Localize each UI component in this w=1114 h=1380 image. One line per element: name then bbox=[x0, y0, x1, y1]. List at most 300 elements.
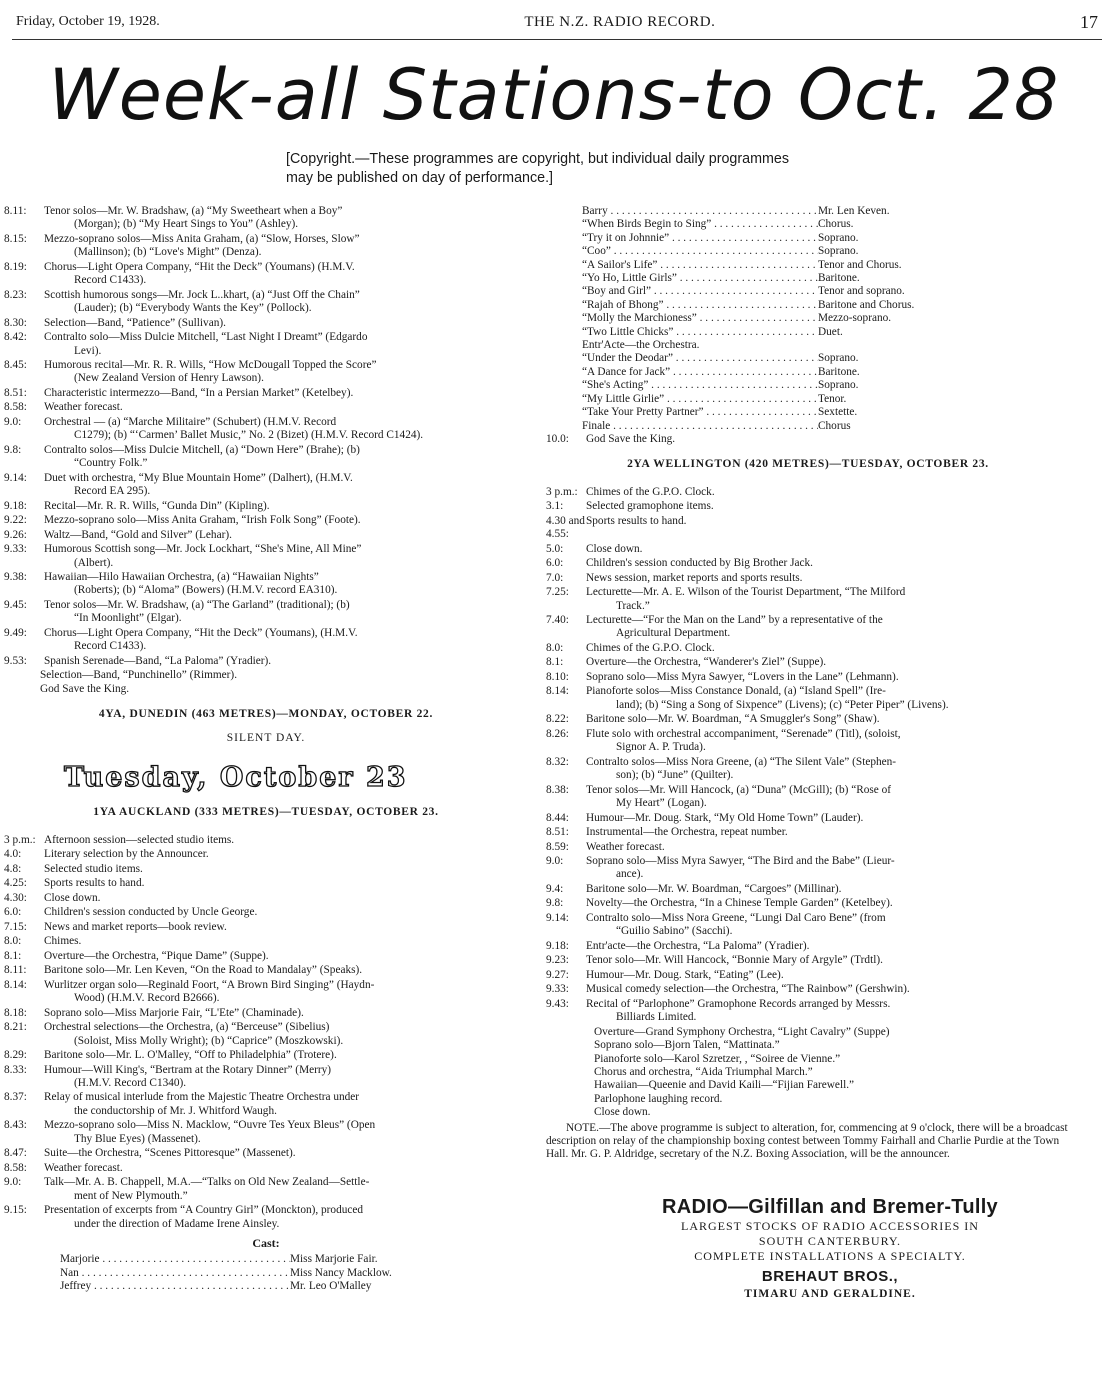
cast-line bbox=[546, 299, 1070, 312]
cast-role-text: “Two Little Chicks” . . . bbox=[582, 326, 818, 338]
entry-text: Mezzo-soprano solos—Miss Anita Graham, (a) “Slow, Horses, Slow” (Mallinson); (b) “Love's Might” (Denza). bbox=[44, 233, 528, 260]
cast-performer: Sextette. bbox=[818, 406, 858, 419]
entry-text: Mezzo-soprano solo—Miss N. Macklow, “Ouvre Tes Yeux Bleus” (Open Thy Blue Eyes) (Massenet). bbox=[44, 1119, 528, 1146]
programme-entry bbox=[546, 969, 1070, 982]
cast-role-text: “Rajah of Bhong” . . . bbox=[582, 299, 818, 311]
parlophone-item: Hawaiian—Queenie and David Kaili—“Fijian Farewell.” bbox=[594, 1079, 855, 1092]
entry-continuation: (Roberts); (b) “Aloma” (Bowers) (H.M.V. record EA310). bbox=[74, 584, 338, 597]
cast-performer: Tenor and soprano. bbox=[818, 285, 905, 298]
entry-continuation: Wood) (H.M.V. Record B2666). bbox=[74, 992, 220, 1005]
entry-time: 7.40: bbox=[546, 614, 569, 627]
entry-continuation: C1279); (b) “‘Carmen’ Ballet Music,” No. 2 (Bizet) (H.M.V. Record C1424). bbox=[74, 429, 424, 442]
entry-continuation: ance). bbox=[616, 868, 644, 881]
cast-performer: Tenor and Chorus. bbox=[818, 258, 902, 271]
entry-time: 8.14: bbox=[546, 685, 569, 698]
programme-entry bbox=[546, 940, 1070, 953]
cast-role-text: “She's Acting” . . . bbox=[582, 379, 818, 391]
entry-continuation: (New Zealand Version of Henry Lawson). bbox=[74, 372, 264, 385]
cast-line bbox=[4, 1280, 528, 1293]
entry-time: 8.15: bbox=[4, 232, 27, 245]
entry-time: 9.15: bbox=[4, 1204, 27, 1217]
cast-role bbox=[582, 259, 818, 272]
cast-role bbox=[60, 1267, 290, 1280]
programme-entry bbox=[4, 416, 528, 443]
entry-time: 8.0: bbox=[4, 935, 22, 948]
entry-time: 7.25: bbox=[546, 586, 569, 599]
entry-time: 8.51: bbox=[546, 826, 569, 839]
entry-text: Baritone solo—Mr. Len Keven, “On the Road to Mandalay” (Speaks). bbox=[44, 964, 363, 977]
entry-text: Baritone solo—Mr. W. Boardman, “Cargoes” (Millinar). bbox=[586, 882, 842, 895]
cast-role-text: Barry . . . bbox=[582, 205, 818, 217]
copyright-notice: [Copyright.—These programmes are copyright, but individual daily programmes may be published on day of performance.] bbox=[286, 151, 789, 186]
entry-time: 9.8: bbox=[546, 897, 564, 910]
programme-entry bbox=[546, 586, 1070, 613]
entry-time: 4.30: bbox=[4, 891, 27, 904]
cast-role bbox=[582, 205, 818, 218]
cast-performer: Baritone and Chorus. bbox=[818, 298, 915, 311]
entry-time: 9.4: bbox=[546, 882, 564, 895]
entry-time: 8.19: bbox=[4, 260, 27, 273]
entry-text: Mezzo-soprano solo—Miss Anita Graham, “Irish Folk Song” (Foote). bbox=[44, 514, 361, 527]
entry-time: 8.10: bbox=[546, 670, 569, 683]
entry-text: Tenor solos—Mr. W. Bradshaw, (a) “My Sweetheart when a Boy” (Morgan); (b) “My Heart Sings to You” (Ashley). bbox=[44, 205, 528, 232]
entry-text: Afternoon session—selected studio items. bbox=[44, 833, 235, 846]
programme-entry bbox=[4, 387, 528, 400]
programme-entry bbox=[4, 1049, 528, 1062]
entry-text: Musical comedy selection—the Orchestra, “The Rainbow” (Gershwin). bbox=[586, 983, 910, 996]
entry-continuation: “Guilio Sabino” (Sacchi). bbox=[616, 925, 733, 938]
cast-role bbox=[582, 379, 818, 392]
closing-line: God Save the King. bbox=[40, 682, 130, 695]
entry-text: Flute solo with orchestral accompaniment, “Serenade” (Titl), (soloist, Signor A. P. Truda). bbox=[586, 728, 1070, 755]
cast-line bbox=[4, 1267, 528, 1280]
entry-text: Close down. bbox=[44, 891, 101, 904]
entry-time: 6.0: bbox=[546, 557, 564, 570]
programme-entry bbox=[4, 1007, 528, 1020]
cast-role-text: Nan . . . bbox=[60, 1267, 290, 1279]
left-top-programme bbox=[4, 205, 528, 668]
silent-day: SILENT DAY. bbox=[226, 731, 306, 744]
cast-role-text: Finale . . . bbox=[582, 420, 818, 432]
entry-continuation: Signor A. P. Truda). bbox=[616, 741, 706, 754]
programme-entry bbox=[4, 359, 528, 386]
country-girl-numbers bbox=[546, 205, 1070, 339]
cast-role-text: “Under the Deodar” . . . bbox=[582, 352, 818, 364]
cast-role bbox=[582, 352, 818, 365]
programme-entry bbox=[4, 834, 528, 847]
entry-text: Tenor solos—Mr. W. Bradshaw, (a) “The Garland” (traditional); (b) “In Moonlight” (Elgar). bbox=[44, 599, 528, 626]
cast-line bbox=[546, 393, 1070, 406]
entry-text: Contralto solo—Miss Dulcie Mitchell, “Last Night I Dreamt” (Edgardo Levi). bbox=[44, 331, 528, 358]
cast-role-text: “A Sailor's Life” . . . bbox=[582, 259, 818, 271]
programme-entry bbox=[546, 954, 1070, 967]
entry-time: 8.18: bbox=[4, 1006, 27, 1019]
parlophone-list bbox=[546, 1026, 1070, 1120]
entry-text: Novelty—the Orchestra, “In a Chinese Temple Garden” (Ketelbey). bbox=[586, 897, 893, 910]
entry-text: Lecturette—“For the Man on the Land” by a representative of the Agricultural Department. bbox=[586, 614, 1070, 641]
entry-text: Selection—Band, “Patience” (Sullivan). bbox=[44, 316, 226, 329]
entry-text: Lecturette—Mr. A. E. Wilson of the Tourist Department, “The Milford Track.” bbox=[586, 586, 1070, 613]
programme-entry bbox=[4, 1147, 528, 1160]
entry-time: 8.43: bbox=[4, 1119, 27, 1132]
tuesday-heading: Tuesday, October 23 bbox=[64, 761, 408, 793]
programme-entry bbox=[4, 331, 528, 358]
page-number: 17 bbox=[1079, 11, 1098, 32]
entry-time: 9.49: bbox=[4, 626, 27, 639]
entry-text: Tenor solos—Mr. Will Hancock, (a) “Duna” (McGill); (b) “Rose of My Heart” (Logan). bbox=[586, 784, 1070, 811]
left-column bbox=[4, 205, 528, 1294]
cast-role bbox=[582, 218, 818, 231]
entry-time: 8.42: bbox=[4, 331, 27, 344]
cast-role-text: “Molly the Marchioness” . . . bbox=[582, 312, 818, 324]
cast-line bbox=[546, 406, 1070, 419]
entry-text: Talk—Mr. A. B. Chappell, M.A.—“Talks on Old New Zealand—Settle- ment of New Plymouth.” bbox=[44, 1176, 528, 1203]
entry-continuation: (Albert). bbox=[74, 556, 114, 569]
programme-entry bbox=[4, 1064, 528, 1091]
programme-entry bbox=[546, 515, 1070, 542]
programme-note: NOTE.—The above programme is subject to alteration, for, commencing at 9 o'clock, there will be a broadcast description on relay of the championship boxing contest between Tommy Fairhall and Charlie Purdie at the Town Hall. Mr. G. P. Aldridge, secretary of the N.Z. Boxing Association, will be the announcer. bbox=[546, 1121, 1068, 1161]
entry-text: Recital of “Parlophone” Gramophone Records arranged by Messrs. Billiards Limited. bbox=[586, 998, 1070, 1025]
cast-role bbox=[60, 1280, 290, 1293]
programme-entry bbox=[546, 812, 1070, 825]
cast-performer: Chorus bbox=[818, 419, 851, 432]
entry-time: 9.26: bbox=[4, 528, 27, 541]
entry-continuation: My Heart” (Logan). bbox=[616, 797, 707, 810]
cast-line bbox=[546, 366, 1070, 379]
cast-role-text: “Boy and Girl” . . . bbox=[582, 285, 818, 297]
entry-time: 10.0: bbox=[546, 432, 569, 445]
entry-continuation: under the direction of Madame Irene Ainsley. bbox=[74, 1217, 280, 1230]
programme-entry bbox=[546, 756, 1070, 783]
entry-continuation: Record C1433). bbox=[74, 274, 147, 287]
entry-time: 9.0: bbox=[4, 415, 22, 428]
wellington-programme bbox=[546, 486, 1070, 1025]
programme-entry bbox=[546, 572, 1070, 585]
country-girl-numbers-2 bbox=[546, 352, 1070, 432]
entry-text: Soprano solo—Miss Myra Sawyer, “Lovers in the Lane” (Lehmann). bbox=[586, 670, 899, 683]
entry-text: Suite—the Orchestra, “Scenes Pittoresque” (Massenet). bbox=[44, 1147, 296, 1160]
entry-time: 9.8: bbox=[4, 443, 22, 456]
entry-continuation: (Lauder); (b) “Everybody Wants the Key” (Pollock). bbox=[74, 302, 312, 315]
entry-continuation: (Mallinson); (b) “Love's Might” (Denza). bbox=[74, 246, 262, 259]
entry-text: Pianoforte solos—Miss Constance Donald, (a) “Island Spell” (Ire- land); (b) “Sing a Song of Sixpence” (Livens); (c) “Peter Piper” (Livens). bbox=[586, 685, 1070, 712]
programme-entry bbox=[4, 514, 528, 527]
cast-role bbox=[582, 245, 818, 258]
cast-list bbox=[4, 1253, 528, 1293]
cast-line bbox=[546, 205, 1070, 218]
programme-entry bbox=[4, 935, 528, 948]
programme-entry bbox=[4, 921, 528, 934]
programme-entry bbox=[546, 784, 1070, 811]
programme-entry bbox=[546, 883, 1070, 896]
entry-text: Sports results to hand. bbox=[44, 877, 145, 890]
entry-time: 8.29: bbox=[4, 1049, 27, 1062]
programme-entry bbox=[546, 855, 1070, 882]
entry-text: Overture—the Orchestra, “Wanderer's Ziel” (Suppe). bbox=[586, 656, 827, 669]
programme-entry bbox=[4, 1176, 528, 1203]
parlophone-item: Parlophone laughing record. bbox=[594, 1092, 723, 1105]
programme-entry bbox=[4, 950, 528, 963]
entry-time: 8.33: bbox=[4, 1063, 27, 1076]
programme-entry bbox=[4, 848, 528, 861]
cast-performer: Baritone. bbox=[818, 365, 860, 378]
entry-time: 5.0: bbox=[546, 542, 564, 555]
programme-entry bbox=[546, 486, 1070, 499]
entry-text: Literary selection by the Announcer. bbox=[44, 848, 209, 861]
cast-role bbox=[582, 326, 818, 339]
left-close-lines bbox=[4, 669, 528, 696]
cast-line bbox=[546, 326, 1070, 339]
programme-entry bbox=[546, 685, 1070, 712]
entry-text: God Save the King. bbox=[586, 432, 676, 445]
entry-time: 9.0: bbox=[546, 855, 564, 868]
cast-role-text: “A Dance for Jack” . . . bbox=[582, 366, 818, 378]
entry-time: 9.33: bbox=[4, 543, 27, 556]
entry-time: 8.47: bbox=[4, 1147, 27, 1160]
entry-text: Orchestral — (a) “Marche Militaire” (Schubert) (H.M.V. Record C1279); (b) “‘Carmen’ Ballet Music,” No. 2 (Bizet) (H.M.V. Record C1424). bbox=[44, 416, 528, 443]
cast-performer: Miss Marjorie Fair. bbox=[290, 1253, 378, 1266]
ad-line: COMPLETE INSTALLATIONS A SPECIALTY. bbox=[694, 1249, 966, 1263]
cast-role-text: “Yo Ho, Little Girls” . . . bbox=[582, 272, 818, 284]
entry-time: 4.30 and 4.55: bbox=[546, 514, 585, 541]
programme-entry bbox=[4, 863, 528, 876]
entry-time: 8.45: bbox=[4, 359, 27, 372]
cast-line bbox=[546, 259, 1070, 272]
cast-line bbox=[546, 245, 1070, 258]
programme-entry bbox=[546, 713, 1070, 726]
programme-entry bbox=[4, 261, 528, 288]
entry-time: 8.32: bbox=[546, 755, 569, 768]
entry-continuation: (H.M.V. Record C1340). bbox=[74, 1076, 187, 1089]
entry-text: Weather forecast. bbox=[586, 840, 665, 853]
cast-performer: Baritone. bbox=[818, 272, 860, 285]
entry-time: 8.1: bbox=[4, 949, 22, 962]
programme-entry bbox=[546, 998, 1070, 1025]
cast-performer: Tenor. bbox=[818, 392, 847, 405]
entry-time: 8.1: bbox=[546, 656, 564, 669]
cast-role bbox=[582, 406, 818, 419]
entry-time: 9.38: bbox=[4, 571, 27, 584]
programme-entry bbox=[546, 543, 1070, 556]
entry-continuation: the conductorship of Mr. J. Whitford Waugh. bbox=[74, 1104, 277, 1117]
entry-time: 9.18: bbox=[4, 499, 27, 512]
entry-text: Sports results to hand. bbox=[586, 514, 687, 527]
entry-time: 9.14: bbox=[546, 911, 569, 924]
entry-time: 8.58: bbox=[4, 1161, 27, 1174]
cast-role bbox=[60, 1253, 290, 1266]
entry-time: 4.8: bbox=[4, 862, 22, 875]
entry-time: 3.1: bbox=[546, 500, 564, 513]
programme-entry bbox=[4, 1204, 528, 1231]
parlophone-item: Chorus and orchestra, “Aida Triumphal March.” bbox=[594, 1066, 813, 1078]
entry-continuation: “Country Folk.” bbox=[74, 457, 148, 470]
parlophone-item: Soprano solo—Bjorn Talen, “Mattinata.” bbox=[594, 1039, 780, 1052]
entry-time: 8.22: bbox=[546, 713, 569, 726]
programme-entry bbox=[4, 401, 528, 414]
programme-entry bbox=[546, 500, 1070, 513]
entry-text: Duet with orchestra, “My Blue Mountain Home” (Dalhert), (H.M.V. Record EA 295). bbox=[44, 472, 528, 499]
entry-text: Recital—Mr. R. R. Wills, “Gunda Din” (Kipling). bbox=[44, 499, 270, 512]
programme-entry bbox=[546, 614, 1070, 641]
entry-time: 9.0: bbox=[4, 1176, 22, 1189]
entry-text: Children's session conducted by Uncle George. bbox=[44, 906, 258, 919]
programme-entry bbox=[4, 599, 528, 626]
cast-line bbox=[546, 272, 1070, 285]
cast-role-text: “When Birds Begin to Sing” . . . bbox=[582, 218, 818, 230]
entry-text: Humorous Scottish song—Mr. Jock Lockhart, “She's Mine, All Mine” (Albert). bbox=[44, 543, 528, 570]
entry-text: Close down. bbox=[586, 542, 643, 555]
auckland-programme bbox=[4, 834, 528, 1231]
entry-text: Humour—Mr. Doug. Stark, “My Old Home Town” (Lauder). bbox=[586, 811, 864, 824]
entry-time: 8.26: bbox=[546, 727, 569, 740]
entry-text: Humour—Mr. Doug. Stark, “Eating” (Lee). bbox=[586, 968, 784, 981]
cast-role bbox=[582, 366, 818, 379]
auckland-heading: 1YA AUCKLAND (333 METRES)—TUESDAY, OCTOBER 23. bbox=[93, 806, 439, 819]
entry-time: 8.58: bbox=[4, 401, 27, 414]
entry-continuation: “In Moonlight” (Elgar). bbox=[74, 612, 182, 625]
entry-continuation: Thy Blue Eyes) (Massenet). bbox=[74, 1132, 201, 1145]
entry-text: Contralto solos—Miss Dulcie Mitchell, (a) “Down Here” (Brahe); (b) “Country Folk.” bbox=[44, 444, 528, 471]
programme-entry bbox=[546, 826, 1070, 839]
cast-line bbox=[546, 312, 1070, 325]
entry-text: Chimes. bbox=[44, 935, 82, 948]
cast-performer: Duet. bbox=[818, 325, 843, 338]
entry-text: Children's session conducted by Big Brother Jack. bbox=[586, 557, 813, 570]
entry-time: 8.44: bbox=[546, 811, 569, 824]
banner-title: Week-all Stations-to Oct. 28 bbox=[48, 54, 1060, 136]
cast-role bbox=[582, 393, 818, 406]
programme-entry bbox=[546, 897, 1070, 910]
cast-performer: Mr. Leo O'Malley bbox=[290, 1280, 372, 1293]
entry-time: 9.18: bbox=[546, 939, 569, 952]
cast-performer: Soprano. bbox=[818, 245, 859, 258]
header-rule bbox=[12, 39, 1102, 40]
entry-time: 9.22: bbox=[4, 514, 27, 527]
programme-entry bbox=[4, 979, 528, 1006]
entry-text: Humour—Will King's, “Bertram at the Rotary Dinner” (Merry) (H.M.V. Record C1340). bbox=[44, 1064, 528, 1091]
programme-entry bbox=[546, 671, 1070, 684]
entry-time: 9.27: bbox=[546, 968, 569, 981]
entry-text: Instrumental—the Orchestra, repeat number. bbox=[586, 826, 788, 839]
issue-date: Friday, October 19, 1928. bbox=[16, 14, 160, 29]
programme-entry bbox=[546, 841, 1070, 854]
entry-continuation: land); (b) “Sing a Song of Sixpence” (Livens); (c) “Peter Piper” (Livens). bbox=[616, 698, 949, 711]
programme-entry bbox=[4, 472, 528, 499]
programme-entry bbox=[4, 1021, 528, 1048]
ad-title: RADIO—Gilfillan and Bremer-Tully bbox=[662, 1196, 998, 1218]
programme-entry bbox=[4, 444, 528, 471]
programme-entry bbox=[4, 906, 528, 919]
entry-time: 9.14: bbox=[4, 471, 27, 484]
programme-entry bbox=[4, 529, 528, 542]
parlophone-item: Close down. bbox=[594, 1106, 651, 1119]
cast-line bbox=[546, 285, 1070, 298]
entry-text: Baritone solo—Mr. L. O'Malley, “Off to Philadelphia” (Trotere). bbox=[44, 1049, 337, 1062]
entry-time: 8.21: bbox=[4, 1021, 27, 1034]
cast-performer: Chorus. bbox=[818, 218, 854, 231]
cast-role-text: Marjorie . . . bbox=[60, 1253, 290, 1265]
entracte-line: Entr'Acte—the Orchestra. bbox=[582, 339, 700, 352]
programme-entry bbox=[546, 642, 1070, 655]
entry-continuation: ment of New Plymouth.” bbox=[74, 1189, 188, 1202]
entry-text: Orchestral selections—the Orchestra, (a) “Berceuse” (Sibelius) (Soloist, Miss Molly Wright); (b) “Caprice” (Moszkowski). bbox=[44, 1021, 528, 1048]
cast-role bbox=[582, 299, 818, 312]
entry-time: 9.45: bbox=[4, 598, 27, 611]
entry-time: 6.0: bbox=[4, 906, 22, 919]
cast-role-text: “My Little Girlie” . . . bbox=[582, 393, 818, 405]
entry-text: Chorus—Light Opera Company, “Hit the Deck” (Youmans), (H.M.V. Record C1433). bbox=[44, 627, 528, 654]
programme-entry bbox=[4, 289, 528, 316]
cast-role-text: “Coo” . . . bbox=[582, 245, 818, 257]
entry-continuation: Track.” bbox=[616, 599, 650, 612]
entry-time: 8.37: bbox=[4, 1091, 27, 1104]
cast-role bbox=[582, 312, 818, 325]
entry-text: News and market reports—book review. bbox=[44, 920, 227, 933]
wellington-heading: 2YA WELLINGTON (420 METRES)—TUESDAY, OCTOBER 23. bbox=[627, 458, 989, 471]
entry-time: 4.25: bbox=[4, 877, 27, 890]
cast-performer: Miss Nancy Macklow. bbox=[290, 1266, 392, 1279]
cast-heading: Cast: bbox=[252, 1235, 280, 1250]
programme-entry bbox=[4, 655, 528, 668]
programme-entry bbox=[4, 892, 528, 905]
cast-performer: Soprano. bbox=[818, 379, 859, 392]
programme-entry bbox=[4, 543, 528, 570]
programme-entry bbox=[4, 571, 528, 598]
programme-entry bbox=[4, 964, 528, 977]
cast-performer: Soprano. bbox=[818, 231, 859, 244]
right-column bbox=[546, 205, 1070, 1162]
entry-continuation: Record EA 295). bbox=[74, 485, 151, 498]
ad-line: SOUTH CANTERBURY. bbox=[758, 1234, 902, 1248]
entry-text: Contralto solo—Miss Nora Greene, “Lungi Dal Caro Bene” (from “Guilio Sabino” (Sacchi). bbox=[586, 912, 1070, 939]
entry-text: Presentation of excerpts from “A Country Girl” (Monckton), produced under the direction of Madame Irene Ainsley. bbox=[44, 1204, 528, 1231]
entry-time: 8.11: bbox=[4, 964, 27, 977]
cast-role bbox=[582, 272, 818, 285]
entry-continuation: Levi). bbox=[74, 344, 102, 357]
entry-continuation: (Soloist, Miss Molly Wright); (b) “Caprice” (Moszkowski). bbox=[74, 1034, 344, 1047]
cast-role bbox=[582, 420, 818, 433]
entry-continuation: Record C1433). bbox=[74, 640, 147, 653]
entry-text: Soprano solo—Miss Myra Sawyer, “The Bird and the Babe” (Lieur- ance). bbox=[586, 855, 1070, 882]
advertisement bbox=[600, 1196, 1060, 1300]
entry-continuation: (Morgan); (b) “My Heart Sings to You” (Ashley). bbox=[74, 218, 299, 231]
entry-time: 3 p.m.: bbox=[4, 833, 36, 846]
entry-text: Selected gramophone items. bbox=[586, 500, 714, 513]
parlophone-item: Overture—Grand Symphony Orchestra, “Light Cavalry” (Suppe) bbox=[594, 1025, 890, 1038]
entry-time: 8.51: bbox=[4, 386, 27, 399]
cast-line bbox=[546, 420, 1070, 433]
programme-entry bbox=[4, 1091, 528, 1118]
entry-time: 8.30: bbox=[4, 316, 27, 329]
entry-time: 8.38: bbox=[546, 783, 569, 796]
programme-entry bbox=[546, 983, 1070, 996]
programme-entry bbox=[546, 728, 1070, 755]
programme-entry bbox=[546, 912, 1070, 939]
entry-text: Chimes of the G.P.O. Clock. bbox=[586, 641, 715, 654]
entry-time: 8.11: bbox=[4, 205, 27, 217]
programme-entry bbox=[4, 627, 528, 654]
cast-role bbox=[582, 232, 818, 245]
entry-continuation: Agricultural Department. bbox=[616, 627, 731, 640]
entry-continuation: Billiards Limited. bbox=[616, 1011, 697, 1024]
ad-place: TIMARU AND GERALDINE. bbox=[744, 1288, 916, 1300]
page-header bbox=[16, 10, 1098, 34]
cast-line bbox=[546, 379, 1070, 392]
entry-time: 7.15: bbox=[4, 920, 27, 933]
entry-text: Soprano solo—Miss Marjorie Fair, “L'Ete” (Chaminade). bbox=[44, 1006, 304, 1019]
cast-role bbox=[582, 285, 818, 298]
entry-text: Weather forecast. bbox=[44, 1161, 123, 1174]
